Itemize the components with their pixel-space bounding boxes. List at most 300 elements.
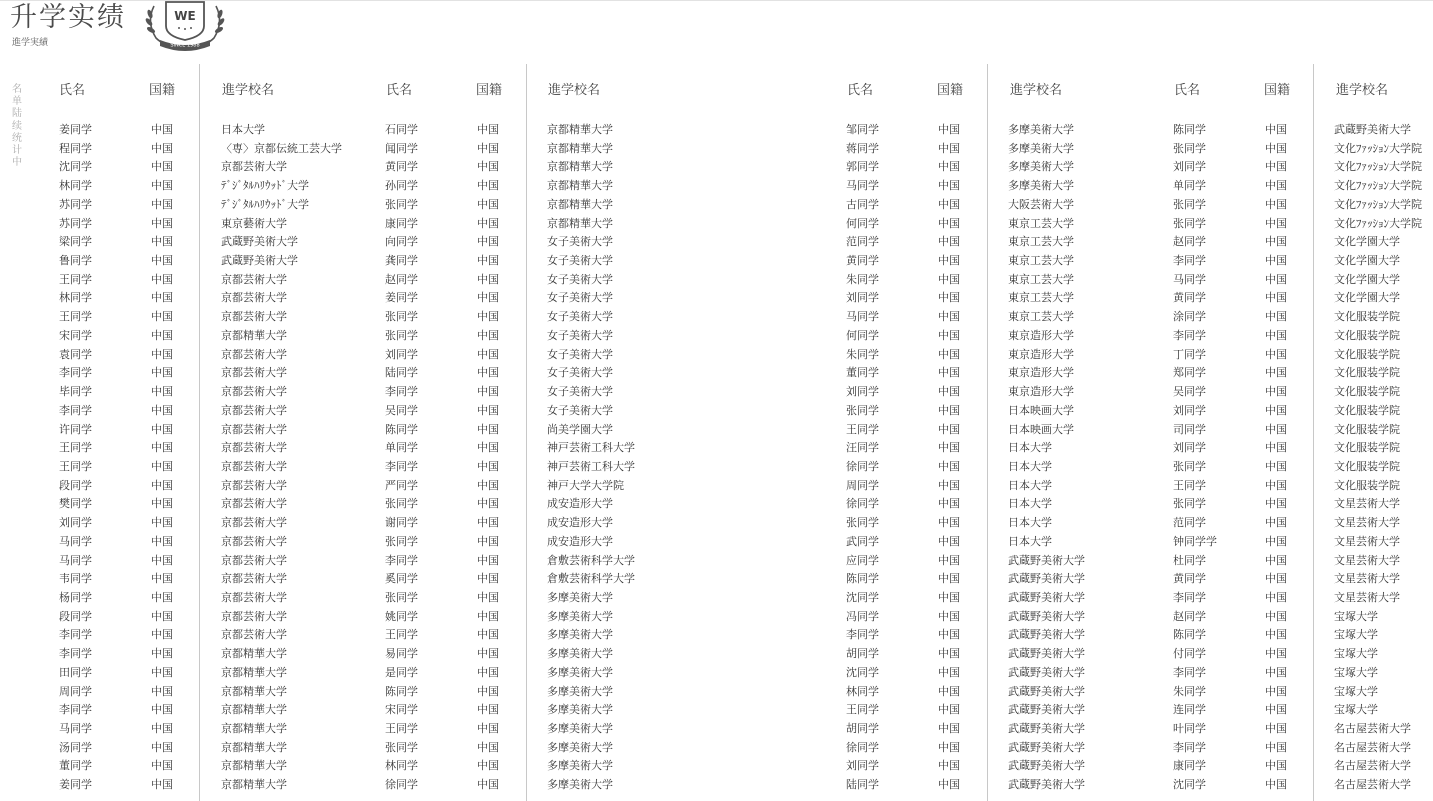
student-name: 张同学 xyxy=(385,740,418,754)
student-name: 陆同学 xyxy=(385,366,418,380)
student-nationality: 中国 xyxy=(151,254,173,268)
school-name: 文星芸術大学 xyxy=(1334,516,1400,530)
student-name: 李同学 xyxy=(59,647,92,661)
school-name: 京都精華大学 xyxy=(221,759,287,773)
student-name: 李同学 xyxy=(1173,665,1206,679)
school-name: 多摩美術大学 xyxy=(547,665,613,679)
school-name: 京都精華大学 xyxy=(547,216,613,230)
student-name: 郑同学 xyxy=(1173,366,1206,380)
school-name: 京都芸術大学 xyxy=(221,553,287,567)
school-name: 京都精華大学 xyxy=(221,703,287,717)
student-name: 蒋同学 xyxy=(846,141,879,155)
student-nationality: 中国 xyxy=(151,590,173,604)
school-name: 文化服装学院 xyxy=(1334,459,1400,473)
student-name: 刘同学 xyxy=(846,759,879,773)
student-name: 刘同学 xyxy=(846,385,879,399)
student-name: 段同学 xyxy=(59,609,92,623)
student-nationality: 中国 xyxy=(477,235,499,249)
student-nationality: 中国 xyxy=(938,272,960,286)
student-name: 姜同学 xyxy=(385,291,418,305)
student-name: 王同学 xyxy=(59,441,92,455)
school-name: 京都精華大学 xyxy=(221,778,287,792)
student-nationality: 中国 xyxy=(1265,647,1287,661)
student-nationality: 中国 xyxy=(1265,141,1287,155)
school-name: 多摩美術大学 xyxy=(547,647,613,661)
student-name: 张同学 xyxy=(385,197,418,211)
school-name: 宝塚大学 xyxy=(1334,647,1378,661)
student-nationality: 中国 xyxy=(477,703,499,717)
school-name: 日本大学 xyxy=(1008,497,1052,511)
student-name: 奚同学 xyxy=(385,572,418,586)
column-divider xyxy=(526,64,527,801)
school-name: 京都芸術大学 xyxy=(221,403,287,417)
nationality-column xyxy=(938,121,960,795)
nationality-column xyxy=(477,121,499,795)
school-name: 京都芸術大学 xyxy=(221,441,287,455)
student-nationality: 中国 xyxy=(477,328,499,342)
student-nationality: 中国 xyxy=(151,553,173,567)
student-name: 杜同学 xyxy=(1173,553,1206,567)
school-name: 東京工芸大学 xyxy=(1008,216,1074,230)
student-name: 王同学 xyxy=(59,272,92,286)
school-name: 日本大学 xyxy=(1008,441,1052,455)
student-nationality: 中国 xyxy=(1265,497,1287,511)
school-name: 武蔵野美術大学 xyxy=(1008,778,1085,792)
student-nationality: 中国 xyxy=(938,703,960,717)
student-nationality: 中国 xyxy=(151,684,173,698)
student-nationality: 中国 xyxy=(477,759,499,773)
student-nationality: 中国 xyxy=(151,385,173,399)
school-name: 女子美術大学 xyxy=(547,347,613,361)
student-nationality: 中国 xyxy=(938,422,960,436)
student-name: 李同学 xyxy=(1173,590,1206,604)
student-name: 易同学 xyxy=(385,647,418,661)
school-name: 京都芸術大学 xyxy=(221,478,287,492)
school-name: 京都精華大学 xyxy=(221,665,287,679)
student-name: 王同学 xyxy=(846,422,879,436)
student-nationality: 中国 xyxy=(1265,197,1287,211)
student-name: 刘同学 xyxy=(59,516,92,530)
student-name: 梁同学 xyxy=(59,235,92,249)
student-nationality: 中国 xyxy=(1265,160,1287,174)
student-nationality: 中国 xyxy=(477,216,499,230)
header-school: 進学校名 xyxy=(1336,83,1389,98)
school-name: 京都芸術大学 xyxy=(221,310,287,324)
student-nationality: 中国 xyxy=(151,497,173,511)
student-nationality: 中国 xyxy=(477,572,499,586)
student-name: 邹同学 xyxy=(846,123,879,136)
student-name: 袁同学 xyxy=(59,347,92,361)
school-name: 東京造形大学 xyxy=(1008,385,1074,399)
school-name: 京都精華大学 xyxy=(547,197,613,211)
student-nationality: 中国 xyxy=(151,141,173,155)
student-name: 单同学 xyxy=(1173,179,1206,193)
student-nationality: 中国 xyxy=(477,422,499,436)
school-name: 京都精華大学 xyxy=(221,722,287,735)
student-nationality: 中国 xyxy=(938,722,960,735)
school-name: 神戸芸術工科大学 xyxy=(547,441,635,455)
student-nationality: 中国 xyxy=(938,403,960,417)
student-nationality: 中国 xyxy=(1265,478,1287,492)
student-nationality: 中国 xyxy=(477,441,499,455)
student-nationality: 中国 xyxy=(151,160,173,174)
student-name: 胡同学 xyxy=(846,722,879,735)
student-name: 付同学 xyxy=(1173,647,1206,661)
student-nationality: 中国 xyxy=(938,609,960,623)
student-name: 李同学 xyxy=(385,385,418,399)
svg-text:WE: WE xyxy=(174,9,196,23)
school-name: 倉敷芸術科学大学 xyxy=(547,572,635,586)
student-name: 董同学 xyxy=(846,366,879,380)
school-name: 東京工芸大学 xyxy=(1008,254,1074,268)
student-name: 单同学 xyxy=(385,441,418,455)
student-name: 徐同学 xyxy=(846,459,879,473)
student-name: 宋同学 xyxy=(385,703,418,717)
school-name: 武蔵野美術大学 xyxy=(1008,572,1085,586)
student-nationality: 中国 xyxy=(151,516,173,530)
student-nationality: 中国 xyxy=(938,478,960,492)
header-name: 氏名 xyxy=(386,83,413,98)
student-nationality: 中国 xyxy=(938,235,960,249)
student-name: 李同学 xyxy=(846,628,879,642)
student-name: 李同学 xyxy=(59,703,92,717)
school-name: 京都芸術大学 xyxy=(221,385,287,399)
name-column xyxy=(59,121,92,795)
student-name: 段同学 xyxy=(59,478,92,492)
student-name: 许同学 xyxy=(59,422,92,436)
student-nationality: 中国 xyxy=(938,553,960,567)
header-name: 氏名 xyxy=(847,83,874,98)
student-nationality: 中国 xyxy=(1265,403,1287,417)
student-nationality: 中国 xyxy=(938,291,960,305)
school-name: 京都芸術大学 xyxy=(221,422,287,436)
student-nationality: 中国 xyxy=(938,328,960,342)
student-name: 武同学 xyxy=(846,534,879,548)
student-name: 李同学 xyxy=(1173,740,1206,754)
school-name: 東京造形大学 xyxy=(1008,347,1074,361)
student-nationality: 中国 xyxy=(1265,534,1287,548)
student-nationality: 中国 xyxy=(938,179,960,193)
student-nationality: 中国 xyxy=(1265,628,1287,642)
header-name: 氏名 xyxy=(59,83,86,98)
name-column xyxy=(385,121,418,795)
school-name: 成安造形大学 xyxy=(547,516,613,530)
student-name: 李同学 xyxy=(59,628,92,642)
student-name: 林同学 xyxy=(385,759,418,773)
header-nationality: 国籍 xyxy=(937,83,964,98)
school-name: 京都精華大学 xyxy=(221,328,287,342)
student-nationality: 中国 xyxy=(1265,123,1287,136)
student-nationality: 中国 xyxy=(151,310,173,324)
student-nationality: 中国 xyxy=(151,572,173,586)
school-name: 武蔵野美術大学 xyxy=(1008,703,1085,717)
student-nationality: 中国 xyxy=(1265,684,1287,698)
student-name: 马同学 xyxy=(59,553,92,567)
student-name: 王同学 xyxy=(846,703,879,717)
school-name: 多摩美術大学 xyxy=(547,722,613,735)
student-nationality: 中国 xyxy=(938,141,960,155)
student-nationality: 中国 xyxy=(151,665,173,679)
school-name: 京都芸術大学 xyxy=(221,459,287,473)
student-nationality: 中国 xyxy=(477,291,499,305)
student-name: 王同学 xyxy=(59,310,92,324)
school-name: 女子美術大学 xyxy=(547,272,613,286)
student-name: 李同学 xyxy=(59,403,92,417)
student-nationality: 中国 xyxy=(938,160,960,174)
student-nationality: 中国 xyxy=(151,347,173,361)
student-name: 陈同学 xyxy=(385,684,418,698)
student-nationality: 中国 xyxy=(1265,590,1287,604)
student-nationality: 中国 xyxy=(477,254,499,268)
school-name: 女子美術大学 xyxy=(547,385,613,399)
student-name: 康同学 xyxy=(1173,759,1206,773)
school-name: 京都芸術大学 xyxy=(221,160,287,174)
student-name: 刘同学 xyxy=(1173,403,1206,417)
student-name: 叶同学 xyxy=(1173,722,1206,735)
student-nationality: 中国 xyxy=(1265,441,1287,455)
school-name: 文星芸術大学 xyxy=(1334,590,1400,604)
student-name: 王同学 xyxy=(1173,478,1206,492)
student-nationality: 中国 xyxy=(1265,272,1287,286)
school-name: 武蔵野美術大学 xyxy=(1008,628,1085,642)
school-name: 武蔵野美術大学 xyxy=(221,235,298,249)
student-name: 赵同学 xyxy=(1173,235,1206,249)
school-name: 武蔵野美術大学 xyxy=(1008,684,1085,698)
student-nationality: 中国 xyxy=(151,179,173,193)
school-name: 大阪芸術大学 xyxy=(1008,197,1074,211)
student-nationality: 中国 xyxy=(1265,703,1287,717)
nationality-column xyxy=(151,121,173,795)
student-nationality: 中国 xyxy=(1265,179,1287,193)
school-name: 女子美術大学 xyxy=(547,235,613,249)
student-name: 沈同学 xyxy=(846,590,879,604)
student-nationality: 中国 xyxy=(1265,459,1287,473)
student-name: 张同学 xyxy=(385,310,418,324)
school-name: 文化ﾌｧｯｼｮﾝ大学院 xyxy=(1334,197,1422,211)
student-name: 马同学 xyxy=(1173,272,1206,286)
column-divider xyxy=(1313,64,1314,801)
student-nationality: 中国 xyxy=(477,459,499,473)
student-name: 闻同学 xyxy=(385,141,418,155)
student-nationality: 中国 xyxy=(938,572,960,586)
student-nationality: 中国 xyxy=(477,385,499,399)
school-name: 多摩美術大学 xyxy=(1008,179,1074,193)
page-title: 升学实绩 xyxy=(10,2,126,33)
school-name: 東京工芸大学 xyxy=(1008,235,1074,249)
student-nationality: 中国 xyxy=(151,272,173,286)
school-name: 女子美術大学 xyxy=(547,254,613,268)
student-nationality: 中国 xyxy=(477,497,499,511)
student-nationality: 中国 xyxy=(1265,609,1287,623)
student-nationality: 中国 xyxy=(938,647,960,661)
student-name: 王同学 xyxy=(385,628,418,642)
student-name: 刘同学 xyxy=(1173,441,1206,455)
school-name: 文化服装学院 xyxy=(1334,347,1400,361)
school-name: 多摩美術大学 xyxy=(547,628,613,642)
student-name: 龚同学 xyxy=(385,254,418,268)
student-name: 张同学 xyxy=(385,497,418,511)
school-name: 日本大学 xyxy=(1008,534,1052,548)
school-name: 京都精華大学 xyxy=(221,740,287,754)
school-name: 武蔵野美術大学 xyxy=(1008,722,1085,735)
school-name: 京都精華大学 xyxy=(547,141,613,155)
student-nationality: 中国 xyxy=(938,254,960,268)
school-name: 武蔵野美術大学 xyxy=(1008,590,1085,604)
school-name: 女子美術大学 xyxy=(547,328,613,342)
student-name: 黄同学 xyxy=(1173,291,1206,305)
student-name: 严同学 xyxy=(385,478,418,492)
school-name: 宝塚大学 xyxy=(1334,609,1378,623)
student-name: 李同学 xyxy=(1173,254,1206,268)
school-name: 名古屋芸術大学 xyxy=(1334,759,1411,773)
student-nationality: 中国 xyxy=(477,628,499,642)
student-nationality: 中国 xyxy=(151,703,173,717)
school-name: 女子美術大学 xyxy=(547,403,613,417)
student-nationality: 中国 xyxy=(1265,740,1287,754)
school-name: 文化ﾌｧｯｼｮﾝ大学院 xyxy=(1334,160,1422,174)
student-name: 苏同学 xyxy=(59,197,92,211)
student-name: 丁同学 xyxy=(1173,347,1206,361)
student-nationality: 中国 xyxy=(938,778,960,792)
student-name: 马同学 xyxy=(59,534,92,548)
school-name: 京都精華大学 xyxy=(221,647,287,661)
student-nationality: 中国 xyxy=(1265,366,1287,380)
student-nationality: 中国 xyxy=(151,328,173,342)
student-nationality: 中国 xyxy=(1265,722,1287,735)
school-name: 多摩美術大学 xyxy=(1008,123,1074,136)
student-nationality: 中国 xyxy=(477,590,499,604)
school-name: 武蔵野美術大学 xyxy=(1008,665,1085,679)
student-nationality: 中国 xyxy=(477,179,499,193)
school-name: 多摩美術大学 xyxy=(547,778,613,792)
student-nationality: 中国 xyxy=(1265,553,1287,567)
student-nationality: 中国 xyxy=(477,272,499,286)
student-nationality: 中国 xyxy=(477,553,499,567)
student-name: 鲁同学 xyxy=(59,254,92,268)
student-name: 黄同学 xyxy=(1173,572,1206,586)
student-nationality: 中国 xyxy=(938,197,960,211)
school-name: 神戸芸術工科大学 xyxy=(547,459,635,473)
student-nationality: 中国 xyxy=(938,497,960,511)
student-nationality: 中国 xyxy=(477,516,499,530)
school-name: 文化ﾌｧｯｼｮﾝ大学院 xyxy=(1334,141,1422,155)
student-nationality: 中国 xyxy=(477,366,499,380)
school-name: 多摩美術大学 xyxy=(547,759,613,773)
student-name: 王同学 xyxy=(59,459,92,473)
student-nationality: 中国 xyxy=(151,628,173,642)
student-nationality: 中国 xyxy=(938,347,960,361)
student-nationality: 中国 xyxy=(477,740,499,754)
student-name: 姜同学 xyxy=(59,778,92,792)
student-name: 黄同学 xyxy=(846,254,879,268)
student-nationality: 中国 xyxy=(151,759,173,773)
school-name: 日本映画大学 xyxy=(1008,403,1074,417)
student-name: 郭同学 xyxy=(846,160,879,174)
student-name: 朱同学 xyxy=(846,272,879,286)
school-name: 多摩美術大学 xyxy=(547,609,613,623)
student-nationality: 中国 xyxy=(1265,422,1287,436)
student-name: 张同学 xyxy=(1173,497,1206,511)
student-name: 徐同学 xyxy=(846,740,879,754)
student-name: 董同学 xyxy=(59,759,92,773)
school-name: 宝塚大学 xyxy=(1334,703,1378,717)
list-in-progress-note: 名单陆续统计中 xyxy=(12,84,22,169)
student-name: 李同学 xyxy=(385,553,418,567)
school-name: 文星芸術大学 xyxy=(1334,497,1400,511)
student-nationality: 中国 xyxy=(151,366,173,380)
student-name: 范同学 xyxy=(1173,516,1206,530)
school-name: 文化服装学院 xyxy=(1334,385,1400,399)
student-nationality: 中国 xyxy=(151,778,173,792)
student-name: 司同学 xyxy=(1173,422,1206,436)
student-name: 是同学 xyxy=(385,665,418,679)
school-name: 京都芸術大学 xyxy=(221,534,287,548)
student-nationality: 中国 xyxy=(1265,572,1287,586)
student-nationality: 中国 xyxy=(1265,254,1287,268)
student-name: 应同学 xyxy=(846,553,879,567)
student-nationality: 中国 xyxy=(1265,665,1287,679)
student-nationality: 中国 xyxy=(938,628,960,642)
header-nationality: 国籍 xyxy=(149,83,176,98)
student-name: 向同学 xyxy=(385,235,418,249)
school-name: 武蔵野美術大学 xyxy=(1008,647,1085,661)
student-nationality: 中国 xyxy=(1265,385,1287,399)
school-name: 文星芸術大学 xyxy=(1334,553,1400,567)
student-name: 苏同学 xyxy=(59,216,92,230)
student-nationality: 中国 xyxy=(938,534,960,548)
student-name: 古同学 xyxy=(846,197,879,211)
school-name: 京都精華大学 xyxy=(221,684,287,698)
student-name: 林同学 xyxy=(846,684,879,698)
student-nationality: 中国 xyxy=(938,385,960,399)
school-name: 京都芸術大学 xyxy=(221,347,287,361)
school-name: 京都精華大学 xyxy=(547,179,613,193)
student-name: 赵同学 xyxy=(1173,609,1206,623)
student-name: 徐同学 xyxy=(385,778,418,792)
student-name: 汪同学 xyxy=(846,441,879,455)
student-nationality: 中国 xyxy=(1265,310,1287,324)
name-column xyxy=(1173,121,1217,795)
school-name: 京都芸術大学 xyxy=(221,516,287,530)
school-column xyxy=(1334,121,1422,795)
student-nationality: 中国 xyxy=(938,441,960,455)
student-name: 陆同学 xyxy=(846,778,879,792)
school-name: 名古屋芸術大学 xyxy=(1334,740,1411,754)
student-nationality: 中国 xyxy=(1265,291,1287,305)
school-name: 武蔵野美術大学 xyxy=(1008,740,1085,754)
student-nationality: 中国 xyxy=(938,123,960,136)
student-nationality: 中国 xyxy=(477,197,499,211)
student-name: 陈同学 xyxy=(385,422,418,436)
student-name: 程同学 xyxy=(59,141,92,155)
school-name: 文化服装学院 xyxy=(1334,422,1400,436)
student-nationality: 中国 xyxy=(938,459,960,473)
student-name: 钟同学学 xyxy=(1173,534,1217,548)
student-name: 张同学 xyxy=(1173,141,1206,155)
school-name: 文化服装学院 xyxy=(1334,403,1400,417)
student-nationality: 中国 xyxy=(477,684,499,698)
nationality-column xyxy=(1265,121,1287,795)
student-name: 冯同学 xyxy=(846,609,879,623)
school-name: 〈専〉京都伝統工芸大学 xyxy=(221,141,342,155)
student-name: 涂同学 xyxy=(1173,310,1206,324)
student-nationality: 中国 xyxy=(477,141,499,155)
student-nationality: 中国 xyxy=(151,459,173,473)
student-name: 陈同学 xyxy=(846,572,879,586)
student-name: 张同学 xyxy=(1173,459,1206,473)
school-name: 京都芸術大学 xyxy=(221,590,287,604)
student-name: 胡同学 xyxy=(846,647,879,661)
